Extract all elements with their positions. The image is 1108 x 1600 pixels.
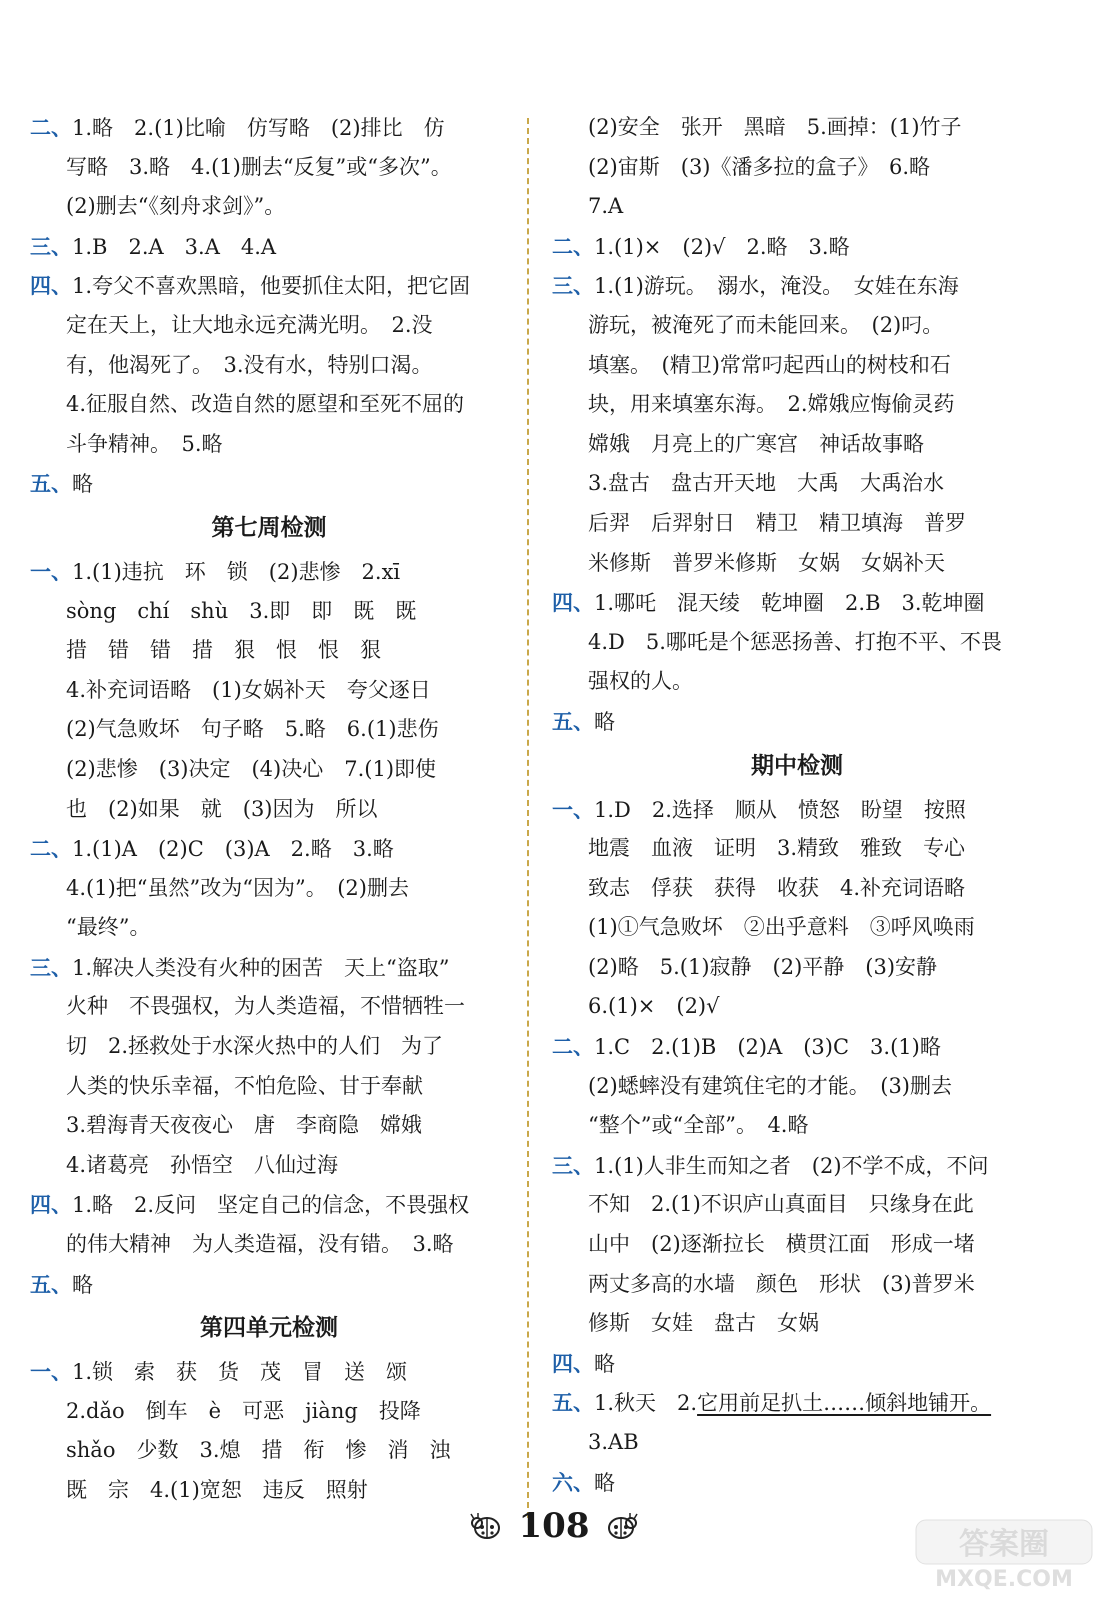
ladybug-right-icon [605,1511,639,1541]
section-marker: 六、 [552,1469,594,1495]
answer-line [30,187,508,227]
answer-text: (2)悲惨 (3)决定 (4)决心 7.(1)即使 [66,756,437,781]
answer-line [552,504,1042,544]
answer-line [552,148,1042,188]
answer-line [552,869,1042,909]
section-heading: 第七周检测 [211,514,327,541]
right-column [552,108,1042,1502]
answer-line [552,987,1042,1027]
watermark-logo [914,1518,1094,1590]
answer-line [30,108,508,148]
answer-line [30,306,508,346]
answer-text: 两丈多高的水墙 颜色 形状 (3)普罗米 [588,1271,975,1296]
section-marker: 三、 [30,954,72,980]
answer-text: 有，他渴死了。 3.没有水，特别口渴。 [66,352,433,377]
answer-text: 火种 不畏强权，为人类造福，不惜牺牲一 [66,994,465,1019]
answer-line [30,790,508,830]
answer-text: (2)气急败坏 句子略 5.略 6.(1)悲伤 [66,717,439,742]
section-marker: 五、 [552,1390,594,1416]
answer-line [552,948,1042,988]
answer-line [30,1027,508,1067]
answer-text: 措 错 错 措 狠 恨 恨 狠 [66,638,381,663]
answer-line [552,1225,1042,1265]
answer-line [552,108,1042,148]
answer-text: 3.AB [588,1430,639,1454]
answer-line [30,908,508,948]
answer-line [30,710,508,750]
answer-text: 1.C 2.(1)B (2)A (3)C 3.(1)略 [594,1035,941,1060]
answer-text: (1)①气急败坏 ②出乎意料 ③呼风唤雨 [588,915,975,940]
section-marker: 五、 [552,708,594,734]
answer-text: 定在天上，让大地永远充满光明。 2.没 [66,312,433,337]
answer-text: 7.A [588,194,624,219]
answer-text: 4.征服自然、改造自然的愿望和至死不屈的 [66,392,465,417]
answer-text: 4.(1)把“虽然”改为“因为”。 (2)删去 [66,875,409,900]
answer-line [30,148,508,188]
answer-line [30,1146,508,1186]
answer-line [30,552,508,592]
answer-text: 1.锁 索 获 货 茂 冒 送 颂 [72,1360,408,1385]
answer-text: 1.B 2.A 3.A 4.A [72,234,277,259]
answer-text: 1.(1)× (2)√ 2.略 3.略 [594,234,850,259]
ladybug-left-icon [469,1511,503,1541]
answer-text: (2)略 5.(1)寂静 (2)平静 (3)安静 [588,954,938,979]
answer-line [552,1106,1042,1146]
answer-line [552,1344,1042,1384]
answer-line [30,750,508,790]
answer-text: sòng chí shù 3.即 即 既 既 [66,598,417,623]
answer-text: 游玩，被淹死了而未能回来。 (2)叼。 [588,312,944,337]
answer-line [30,948,508,988]
answer-line [30,1392,508,1432]
answer-text: 2.dǎo 倒车 è 可恶 jiàng 投降 [66,1398,421,1423]
section-marker: 三、 [552,1152,594,1178]
answer-line [552,1304,1042,1344]
watermark-title: 答案圈 [959,1527,1049,1562]
answer-text: 强权的人。 [588,669,693,694]
answer-line [552,1185,1042,1225]
answer-line [30,592,508,632]
answer-line [552,1423,1042,1463]
section-heading: 期中检测 [751,752,843,779]
answer-line [552,544,1042,584]
answer-line [30,869,508,909]
answer-text: 略 [594,1351,615,1376]
answer-line [30,631,508,671]
section-heading: 第四单元检测 [200,1315,338,1342]
answer-line [30,1225,508,1265]
answer-text: shǎo 少数 3.熄 措 衔 惨 消 浊 [66,1438,451,1463]
answer-text: 切 2.拯救处于水深火热中的人们 为了 [66,1034,444,1059]
answer-line [552,346,1042,386]
answer-text: 人类的快乐幸福，不怕危险、甘于奉献 [66,1073,423,1098]
answer-line [552,187,1042,227]
answer-line [552,623,1042,663]
answer-text: 1.(1)违抗 环 锁 (2)悲惨 2.xī [72,559,401,584]
answer-text: 块，用来填塞东海。 2.嫦娥应悔偷灵药 [588,392,955,417]
answer-line [552,829,1042,869]
answer-line [30,464,508,504]
left-column [30,108,508,1511]
answer-text: (2)安全 张开 黑暗 5.画掉：(1)竹子 [588,115,962,139]
answer-line [552,227,1042,267]
answer-text: 1.(1)人非生而知之者 (2)不学不成，不问 [594,1153,989,1178]
answer-line [552,1067,1042,1107]
section-marker: 三、 [552,273,594,299]
section-marker: 四、 [552,1350,594,1376]
answer-line [30,425,508,465]
underlined-answer: 它用前足扒土……倾斜地铺开。 [697,1391,992,1416]
section-marker: 五、 [30,471,72,497]
section-marker: 四、 [30,273,72,299]
answer-line [30,266,508,306]
answer-line [552,306,1042,346]
answer-line [552,662,1042,702]
section-marker: 二、 [30,115,72,140]
answer-line [552,790,1042,830]
answer-text: 4.补充词语略 (1)女娲补天 夸父逐日 [66,677,431,702]
answer-line [30,1471,508,1511]
answer-line [30,1352,508,1392]
answer-text: 也 (2)如果 就 (3)因为 所以 [66,796,378,821]
answer-text: 嫦娥 月亮上的广寒宫 神话故事略 [588,431,924,456]
answer-line [30,1265,508,1305]
answer-text: 1.略 2.(1)比喻 仿写略 (2)排比 仿 [72,116,445,140]
answer-line [552,464,1042,504]
column-divider [527,118,529,1518]
answer-text: 写略 3.略 4.(1)删去“反复”或“多次”。 [66,154,452,179]
answer-text: 斗争精神。 5.略 [66,431,223,456]
answer-text: 略 [72,472,93,497]
answer-text: 致志 俘获 获得 收获 4.补充词语略 [588,875,966,900]
answer-line [552,425,1042,465]
answer-line [552,1027,1042,1067]
answer-line [552,266,1042,306]
answer-text: (2)删去“《刻舟求剑》”。 [66,194,286,219]
answer-text: 填塞。 (精卫)常常叼起西山的树枝和石 [588,352,951,377]
answer-text: 6.(1)× (2)√ [588,994,720,1019]
section-marker: 一、 [30,1359,72,1385]
answer-line [30,385,508,425]
answer-line [30,987,508,1027]
answer-line [30,829,508,869]
answer-text: 后羿 后羿射日 精卫 精卫填海 普罗 [588,510,966,535]
answer-line [30,1106,508,1146]
answer-text: 既 宗 4.(1)宽恕 违反 照射 [66,1478,368,1502]
answer-text: 1.D 2.选择 顺从 愤怒 盼望 按照 [594,797,966,822]
answer-text: 山中 (2)逐渐拉长 横贯江面 形成一堵 [588,1232,975,1257]
answer-text: (2)蟋蟀没有建筑住宅的才能。 (3)删去 [588,1073,952,1098]
page-number: 108 [518,1506,590,1546]
answer-text: 4.D 5.哪吒是个惩恶扬善、打抱不平、不畏 [588,629,1002,654]
answer-text: 略 [594,1470,615,1495]
answer-line [30,1185,508,1225]
answer-line [30,346,508,386]
answer-text: “最终”。 [66,915,151,940]
answer-text: “整个”或“全部”。 4.略 [588,1113,809,1138]
answer-line [30,1067,508,1107]
section-marker: 二、 [30,836,72,862]
answer-text: 1.(1)A (2)C (3)A 2.略 3.略 [72,837,394,862]
answer-text: 的伟大精神 为人类造福，没有错。 3.略 [66,1232,454,1257]
answer-line [552,385,1042,425]
section-marker: 四、 [30,1192,72,1218]
answer-text: 4.诸葛亮 孙悟空 八仙过海 [66,1152,339,1177]
answer-text: 1.(1)游玩。 溺水，淹没。 女娃在东海 [594,274,959,299]
answer-line [552,583,1042,623]
answer-line [552,908,1042,948]
answer-text: 略 [594,709,615,734]
answer-text: 修斯 女娃 盘古 女娲 [588,1311,819,1336]
answer-text: 米修斯 普罗米修斯 女娲 女娲补天 [588,550,945,575]
section-marker: 二、 [552,233,594,259]
answer-line [552,1463,1042,1503]
answer-text: 1.秋天 2. [594,1391,698,1416]
answer-line [552,1265,1042,1305]
section-marker: 五、 [30,1271,72,1297]
answer-line [552,1146,1042,1186]
answer-text: (2)宙斯 (3)《潘多拉的盒子》 6.略 [588,154,931,179]
section-marker: 一、 [552,796,594,822]
section-marker: 三、 [30,233,72,259]
answer-line [552,702,1042,742]
section-marker: 四、 [552,590,594,616]
answer-text: 1.夸父不喜欢黑暗，他要抓住太阳，把它固 [72,274,471,299]
answer-text: 略 [72,1272,93,1297]
answer-line [30,227,508,267]
answer-text: 1.哪吒 混天绫 乾坤圈 2.B 3.乾坤圈 [594,591,985,616]
answer-line [30,1431,508,1471]
watermark-url: MXQE.COM [935,1567,1073,1590]
section-marker: 一、 [30,558,72,584]
answer-text: 不知 2.(1)不识庐山真面目 只缘身在此 [588,1192,974,1217]
answer-text: 地震 血液 证明 3.精致 雅致 专心 [588,836,966,861]
answer-text: 3.碧海青天夜夜心 唐 李商隐 嫦娥 [66,1113,423,1138]
answer-line [30,671,508,711]
answer-text: 3.盘古 盘古开天地 大禹 大禹治水 [588,471,945,496]
section-marker: 二、 [552,1034,594,1060]
answer-text: 1.解决人类没有火种的困苦 天上“盗取” [72,955,450,980]
answer-text: 1.略 2.反问 坚定自己的信念，不畏强权 [72,1193,470,1218]
answer-line [552,1383,1042,1423]
